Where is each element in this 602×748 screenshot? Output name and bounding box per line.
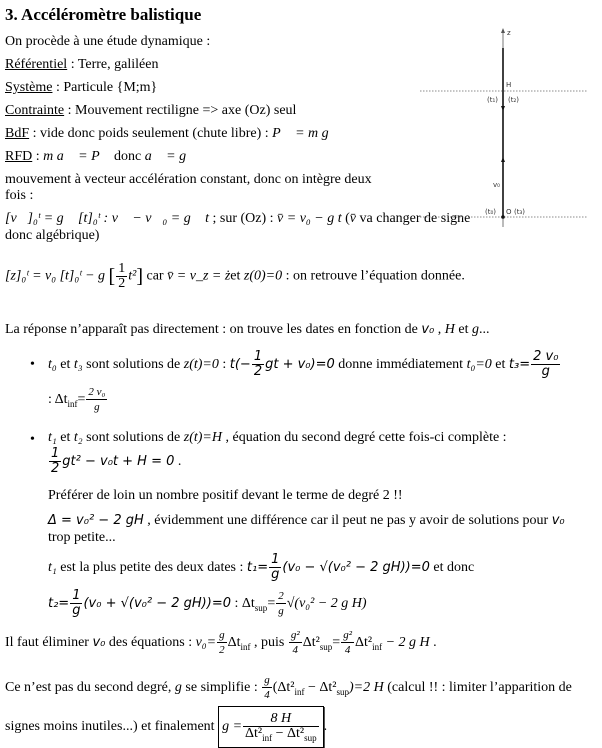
bullet2-line xyxy=(48,430,507,446)
elim-minus: − 2 g H xyxy=(382,635,430,650)
b2-et: et xyxy=(56,430,74,445)
b1-t3eq: t₃= xyxy=(508,357,531,372)
final-den xyxy=(243,726,319,744)
b1-half xyxy=(252,350,264,379)
b1-half-den: 2 xyxy=(253,364,263,380)
b2-t1: t₁ xyxy=(48,430,57,445)
elim-puis: , puis xyxy=(250,635,288,650)
systeme-line xyxy=(5,80,157,96)
elim-frac1-den: 2 xyxy=(219,644,225,657)
simp-frac xyxy=(262,673,272,702)
b2-quad: gt² − v₀t + H = 0 xyxy=(62,454,175,469)
b2-eq: z(t)=H xyxy=(183,430,222,445)
elim-dtinf2: Δt² xyxy=(355,635,373,650)
integration-paren: ( xyxy=(341,211,350,226)
simp-tail: (calcul !! : limiter l’apparition de xyxy=(383,680,572,695)
b2-t1eq: t₁= xyxy=(246,560,269,575)
b1-eq2b: gt + v₀)=0 xyxy=(265,357,335,372)
elim-frac2-num: g² xyxy=(290,629,300,642)
b1-dt-frac xyxy=(86,385,107,414)
b2-t2-paren: (v₀ + √(v₀² − 2 gH))=0 xyxy=(83,596,231,611)
final-text: signes moins inutiles...) et finalement xyxy=(5,719,219,735)
b2-t1-num: 1 xyxy=(271,552,280,568)
simp-frac-den: 4 xyxy=(264,689,270,702)
section-title: 3. Accéléromètre balistique xyxy=(5,5,202,24)
integration-line xyxy=(5,211,470,227)
integration-sur: ; sur (Oz) : xyxy=(208,211,278,226)
bullet1-line xyxy=(48,350,561,380)
label-t2: (t₂) xyxy=(508,96,520,104)
b2-t2-den: g xyxy=(72,603,81,619)
position-et: et xyxy=(230,268,244,284)
contrainte-label: Contrainte xyxy=(5,103,65,118)
position-line xyxy=(5,262,465,291)
bracket-open: [ xyxy=(108,265,116,288)
b1-half-num: 1 xyxy=(253,349,263,365)
simp-paren: (Δt² xyxy=(272,680,295,695)
elim-frac1-num: g xyxy=(219,629,225,642)
b2-delta-tail: , évidemment une différence car il peut ne pas y avoir de solutions pour xyxy=(143,513,552,528)
elim-v0: v₀ xyxy=(92,635,106,650)
simplify-line xyxy=(5,673,572,703)
position-tail: : on retrouve l’équation donnée. xyxy=(282,268,465,284)
b1-t0: t₀ xyxy=(48,357,57,372)
referentiel-label: Référentiel xyxy=(5,57,68,72)
b1-dt-sub: inf xyxy=(67,398,78,409)
elim-frac2-den: 4 xyxy=(292,644,299,657)
b1-t3-num: 2 v₀ xyxy=(533,349,559,365)
b1-text: sont solutions de xyxy=(82,357,184,372)
prefer-line: Préférer de loin un nombre positif devant le terme de degré 2 !! xyxy=(48,488,403,503)
systeme-label: Système xyxy=(5,80,53,95)
integration-eq2: v̄ = v₀ − g t xyxy=(277,211,342,226)
elim-text: Il faut éliminer xyxy=(5,635,93,650)
elim-frac3-num: g² xyxy=(343,629,353,642)
reponse-end: ... xyxy=(478,322,490,337)
b2-half-num: 1 xyxy=(51,446,60,462)
elim-inf2: inf xyxy=(372,641,383,652)
final-line xyxy=(5,706,327,748)
integration-line2: donc algébrique) xyxy=(5,228,100,243)
b2-t1-text: est la plus petite des deux dates : xyxy=(56,560,247,575)
final-result-box xyxy=(218,706,324,748)
position-eq-v: v̄ = v_z = ż xyxy=(167,268,231,284)
referentiel-text: : Terre, galiléen xyxy=(67,57,159,72)
b2-delta: Δ = v₀² − 2 gH xyxy=(48,513,144,528)
b1-et: et xyxy=(56,357,74,372)
rfd-eq2: a⃗ = g⃗ xyxy=(144,149,197,164)
final-g: g = xyxy=(222,719,243,734)
simp-g: g xyxy=(174,680,182,695)
bdf-text: : vide donc poids seulement (chute libre) : xyxy=(29,126,273,141)
position-t2: t² xyxy=(128,268,137,284)
elim-dtsup2: Δt² xyxy=(302,635,320,650)
bdf-line xyxy=(5,126,340,142)
b1-t3-den: g xyxy=(541,364,550,380)
intro-text: On procède à une étude dynamique : xyxy=(5,34,211,49)
b2-dtsup-num: 2 xyxy=(278,590,284,603)
b2-half-den: 2 xyxy=(51,461,60,477)
b2-t2-num: 1 xyxy=(72,588,81,604)
b2-t2: t₂ xyxy=(73,430,83,445)
b2-t1-frac xyxy=(269,553,281,582)
contrainte-line xyxy=(5,103,296,119)
label-v0: v₀ xyxy=(493,181,500,189)
reponse-sep: , xyxy=(434,322,445,337)
b2-text: sont solutions de xyxy=(82,430,184,445)
b2-dot: . xyxy=(174,454,182,469)
elim-frac2 xyxy=(289,628,302,657)
reponse-v0: v₀ xyxy=(421,322,435,337)
b1-dt-num: 2 v₀ xyxy=(88,386,106,399)
bdf-label: BdF xyxy=(5,126,30,141)
trajectory-diagram xyxy=(410,20,602,230)
b2-dtsup-eq: = xyxy=(267,596,276,611)
bullet-marker: • xyxy=(30,432,35,447)
rfd-line xyxy=(5,149,197,165)
elim-eq: = xyxy=(332,635,341,650)
label-t3: (t₃) xyxy=(514,208,526,216)
final-sup: sup xyxy=(304,733,317,744)
final-frac xyxy=(243,711,319,744)
b2-dtsup: : Δt xyxy=(231,596,255,611)
elim-frac1 xyxy=(217,628,227,657)
b2-t2eq: t₂= xyxy=(48,596,70,611)
frac-den: 2 xyxy=(118,276,126,291)
b2-t1b: t₁ xyxy=(48,560,57,575)
b2-dtsup-den: g xyxy=(278,605,284,618)
final-den-b: − Δt² xyxy=(272,726,305,742)
bullet-marker: • xyxy=(30,357,35,372)
simp-text: Ce n’est pas du second degré, xyxy=(5,680,175,695)
position-car: car xyxy=(142,268,168,284)
label-O: O xyxy=(506,208,512,216)
bracket-close: ] xyxy=(136,265,143,288)
contrainte-text: : Mouvement rectiligne => axe (Oz) seul xyxy=(64,103,297,118)
elim-text2: des équations : xyxy=(105,635,196,650)
b1-t3-frac xyxy=(531,350,560,379)
b2-v0: v₀ xyxy=(551,513,565,528)
petite-line: trop petite... xyxy=(48,530,116,545)
b1-t3: t₃ xyxy=(73,357,83,372)
motion-line2: fois : xyxy=(5,188,34,203)
integration-tail: va changer de signe xyxy=(356,211,471,226)
b1-colon: : xyxy=(218,357,230,372)
b2-dtsup-frac xyxy=(276,589,286,618)
label-z: z xyxy=(507,29,511,37)
t2-line xyxy=(48,588,367,620)
simp-text2: se simplifie : xyxy=(181,680,262,695)
eliminate-line xyxy=(5,628,437,658)
elim-dot: . xyxy=(429,635,437,650)
b2-tail: , équation du second degré cette fois-ci complète : xyxy=(222,430,507,445)
elim-sup: sup xyxy=(319,641,333,652)
position-eq-z0: z(0)=0 xyxy=(243,268,283,284)
referentiel-line xyxy=(5,57,158,73)
systeme-text: : Particule {M;m} xyxy=(52,80,158,95)
label-t1: (t₁) xyxy=(487,96,499,104)
b1-et2: et xyxy=(491,357,509,372)
final-den-a: Δt² xyxy=(245,726,263,742)
simp-inf: inf xyxy=(294,686,305,697)
elim-dtinf: Δt xyxy=(227,635,241,650)
rfd-text: : xyxy=(32,149,44,164)
t1-line xyxy=(48,552,474,584)
elim-eq1: v₀= xyxy=(195,635,217,650)
b1-dt-eq: = xyxy=(77,392,86,407)
bdf-equation: P⃗ = m g⃗ xyxy=(272,126,340,141)
frac-num: 1 xyxy=(118,261,126,276)
b1-dt-den: g xyxy=(94,401,100,414)
down-arrow-icon xyxy=(501,106,505,111)
reponse-H: H xyxy=(444,322,455,337)
position-eq-left: [z]₀ᵗ = v₀ [t]₀ᵗ − g xyxy=(5,268,106,284)
bullet1-dt-line xyxy=(48,385,108,415)
simp-frac-num: g xyxy=(264,674,270,687)
z-axis-arrow-icon xyxy=(501,28,505,33)
simp-minus: − Δt² xyxy=(304,680,337,695)
position-fraction xyxy=(116,262,127,291)
motion-line1: mouvement à vecteur accélération constant, donc on intègre deux xyxy=(5,172,372,187)
simp-close: )=2 H xyxy=(349,680,384,695)
final-num: 8 H xyxy=(243,712,319,727)
b1-eq: z(t)=0 xyxy=(183,357,219,372)
integration-eq1: [v⃗]₀ᵗ = g⃗ [t]₀ᵗ : v⃗ − v⃗₀ = g⃗ t xyxy=(5,211,209,226)
b1-donne: donne immédiatement xyxy=(334,357,467,372)
final-dot: . xyxy=(323,719,328,735)
reponse-text: La réponse n’apparaît pas directement : on trouve les dates en fonction de xyxy=(5,322,422,337)
origin-point xyxy=(501,215,505,219)
elim-frac3 xyxy=(341,628,354,657)
b1-t0eq: t₀=0 xyxy=(466,357,492,372)
label-t0: (t₀) xyxy=(485,208,497,216)
elim-inf: inf xyxy=(240,641,251,652)
integration-eq3: v̄ xyxy=(349,211,357,226)
b2-half xyxy=(49,447,61,476)
b2-t2-frac xyxy=(70,589,82,618)
up-arrow-icon xyxy=(501,157,505,162)
rfd-label: RFD xyxy=(5,149,33,164)
quadratic-line xyxy=(48,446,181,478)
delta-line xyxy=(48,513,565,529)
reponse-et: et xyxy=(454,322,472,337)
rfd-mid: donc xyxy=(110,149,145,164)
simp-sup: sup xyxy=(336,686,350,697)
reponse-line xyxy=(5,322,489,338)
b2-dtsup-root: √(v₀² − 2 g H) xyxy=(286,596,367,611)
b2-t1-den: g xyxy=(271,567,280,583)
b2-etdonc: et donc xyxy=(429,560,475,575)
b2-dtsup-sub: sup xyxy=(254,602,268,613)
final-inf: inf xyxy=(262,733,273,744)
label-H: H xyxy=(506,81,512,89)
b1-eq2a: t(− xyxy=(229,357,251,372)
b1-dt-label: : Δt xyxy=(48,392,68,407)
reponse-g: g xyxy=(471,322,479,337)
elim-frac3-den: 4 xyxy=(344,644,351,657)
rfd-eq1: m a⃗ = P⃗ xyxy=(43,149,111,164)
b2-t1-paren: (v₀ − √(v₀² − 2 gH))=0 xyxy=(282,560,430,575)
